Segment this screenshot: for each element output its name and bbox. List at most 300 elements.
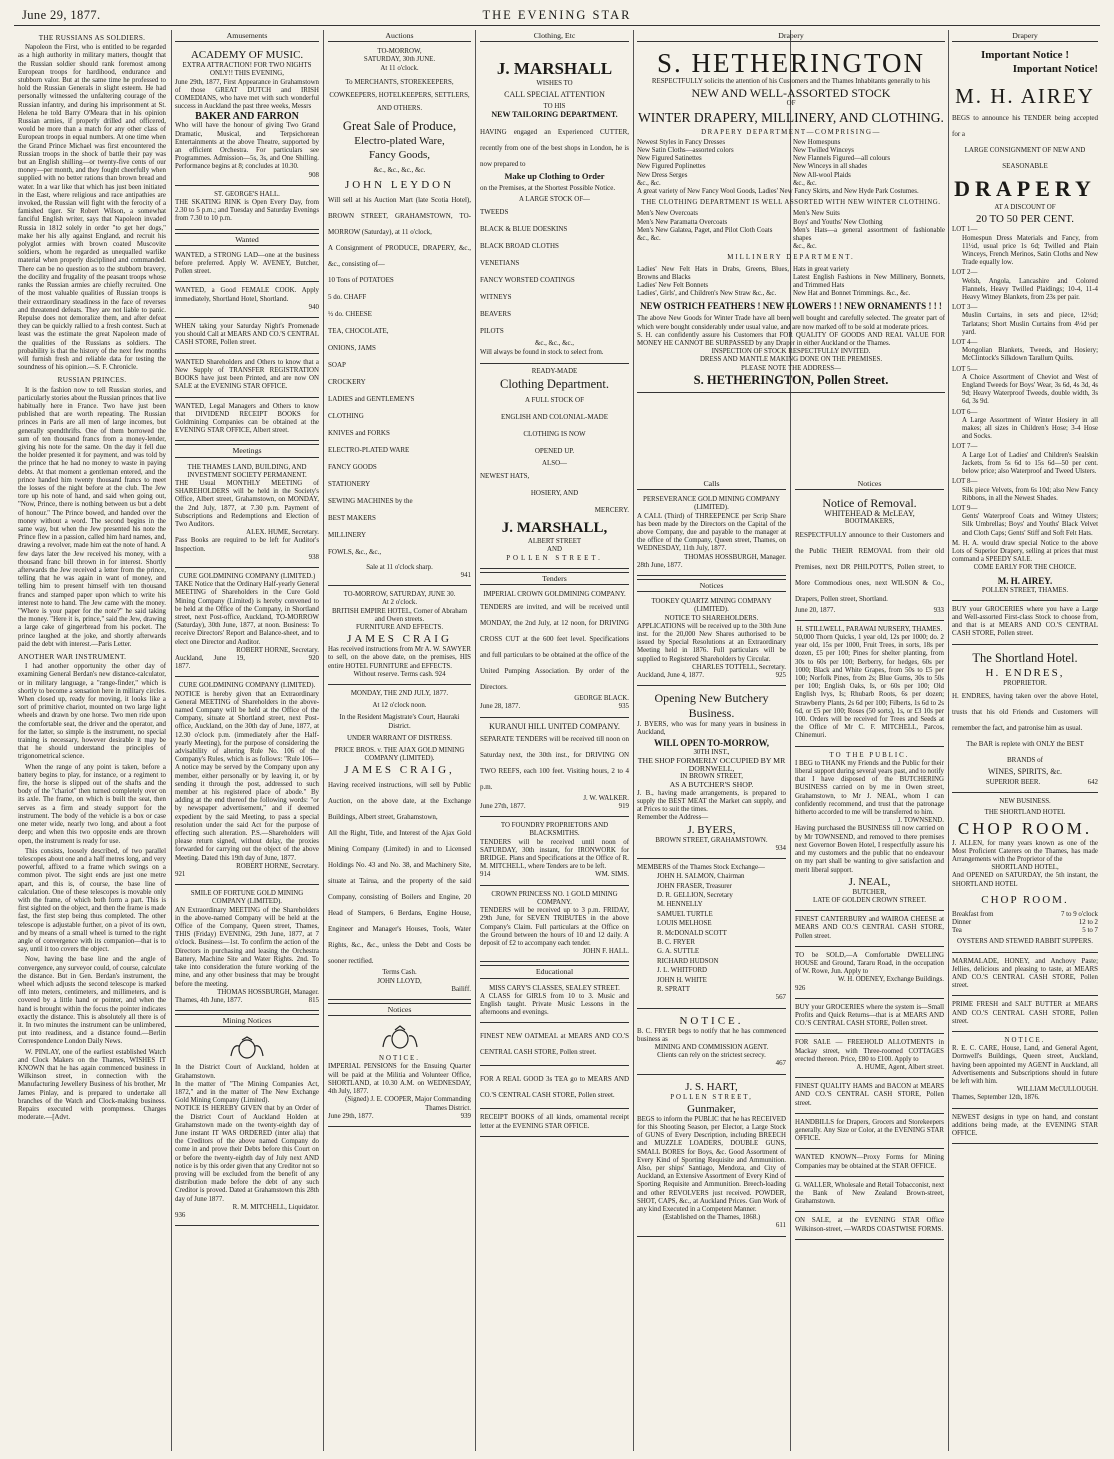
ad-number: 642 bbox=[1087, 778, 1098, 786]
ad-number: 936 bbox=[175, 1211, 186, 1219]
ad-headline: BAKER AND FARRON bbox=[195, 111, 299, 123]
ad-number: 940 bbox=[308, 303, 319, 311]
ad-signature: CHARLES TOTTELL, Secretary. bbox=[692, 663, 786, 671]
ad-line: HOSIERY, AND bbox=[530, 489, 579, 498]
lot-text: Muslin Curtains, in sets and piece, 12½d; Tarlatans; Short Muslin Curtains from 4½d per yard. bbox=[962, 312, 1098, 336]
auction-item: FANCY GOODS bbox=[328, 462, 377, 471]
list-item: Hats in great variety bbox=[793, 265, 850, 273]
meeting-ad bbox=[175, 680, 319, 885]
ad-headline: WINES, SPIRITS, &c. bbox=[988, 766, 1062, 776]
ad-line: NEWEST HATS, bbox=[480, 472, 530, 481]
ad-address: BROWN STREET, GRAHAMSTOWN. bbox=[655, 836, 768, 844]
ad-signature: A. HUME, Agent, Albert street. bbox=[856, 1063, 944, 1071]
ad-venue: In the Resident Magistrate's Court, Hauraki District. bbox=[339, 714, 460, 730]
office-ad bbox=[795, 1215, 944, 1239]
ad-headline: UNDER WARRANT OF DISTRESS. bbox=[346, 734, 453, 742]
ad-line: ALSO— bbox=[542, 460, 567, 468]
stock-item: PILOTS bbox=[480, 327, 504, 336]
ad-signature: ROBERT HORNE, Secretary. bbox=[236, 862, 319, 870]
ad-title: PERSEVERANCE GOLD MINING COMPANY (LIMITED). bbox=[643, 496, 780, 512]
store-ad bbox=[480, 1026, 629, 1066]
ad-body: HAVING engaged an Experienced CUTTER, recently from one of the best shops in London, he is now prepared to bbox=[480, 128, 629, 169]
meal-times bbox=[952, 911, 1098, 936]
ad-address: POLLEN STREET, THAMES. bbox=[981, 586, 1069, 594]
ad-signature: JOHN LLOYD, bbox=[377, 977, 422, 985]
ad-signature: ALEX. HUME, Secretary. bbox=[246, 529, 319, 537]
list-item: Ladies' New Felt Hats in Drabs, Greens, Blues, Browns and Blacks bbox=[637, 265, 789, 281]
ad-headline: Fancy Goods, bbox=[368, 148, 431, 161]
lot-item bbox=[952, 269, 1098, 302]
ad-body: READY-MADE bbox=[531, 367, 578, 375]
ad-body: TO be SOLD,—A Comfortable DWELLING HOUSE and Ground, Tararu Road, in the occupation of W. Rowe, Jun. Apply to bbox=[795, 951, 944, 976]
ad-body: Will sell at his Auction Mart (late Scotia Hotel), BROWN STREET, GRAHAMSTOWN, TO-MORROW (Saturday), at 11 o'clock, bbox=[328, 195, 471, 236]
ad-venue: BRITISH EMPIRE HOTEL, Corner of Abraham and Owen streets. bbox=[331, 607, 468, 623]
ad-body: WHEN taking your Saturday Night's Promenade you should Call at MEARS AND CO.'S CENTRAL CASH STORE, Pollen street. bbox=[175, 323, 319, 347]
section-head-mining: Mining Notices bbox=[175, 1014, 319, 1027]
auction-ad-craig-furniture bbox=[328, 589, 471, 685]
neal-ad bbox=[795, 750, 944, 911]
ad-auctioneer: JAMES CRAIG, bbox=[344, 764, 455, 777]
article-body: I had another opportunity the other day of examining General Berdan's new distance-calculator, or in military language, a "range-finder," which is shortly to become a sensation here in military circles. When closed up, ready for moving, it looks like a sort of primitive chariot, mounted on two large light wheels and drawn by one horse. Two men ride upon the comfortable seat, the driver and the operator, and for the latter, so simple is the instrument, no special training is necessary, however desirable it may be that he should understand the principles of trigonometrical science. bbox=[18, 663, 166, 761]
ad-headline: J. MARSHALL bbox=[496, 59, 613, 79]
store-ad bbox=[480, 1069, 629, 1109]
ad-body: BOOTMAKERS, bbox=[844, 518, 895, 526]
ad-headline: MINING AND COMMISSION AGENT. bbox=[654, 1044, 769, 1051]
ad-body: FOR SALE — FREEHOLD ALLOTMENTS in Mackay street, with Three-roomed COTTAGES erected thereon. Price, £80 to £100. Apply to bbox=[795, 1039, 944, 1063]
ad-signature: WILLIAM McCULLOUGH. bbox=[1016, 1086, 1098, 1094]
ad-body: COME EARLY FOR THE CHOICE. bbox=[973, 564, 1077, 572]
store-ad bbox=[480, 1112, 629, 1136]
auction-item: TEA, CHOCOLATE, bbox=[328, 326, 389, 335]
ad-signature: Bailiff. bbox=[451, 985, 471, 993]
office-ad bbox=[795, 1152, 944, 1176]
ad-date: June 29th, 1877. bbox=[328, 1112, 374, 1120]
stock-item: BEAVERS bbox=[480, 310, 511, 319]
lot-item bbox=[952, 478, 1098, 503]
call-ad bbox=[637, 494, 786, 576]
ad-body: A LARGE STOCK OF— bbox=[519, 196, 590, 204]
column-4 bbox=[480, 30, 629, 1451]
ad-body: Pass Books are required to be left for Auditor's Inspection. bbox=[175, 537, 319, 553]
meal-time: 5 to 7 bbox=[1082, 927, 1098, 935]
ad-body: AN Extraordinary MEETING of the Shareholders in the above-named Company will be held at the Office of the Company, Queen street, Thames, THIS (Friday) EVENING, 29th June, 1877, at 7 o'clock. Business—1st. To confirm the action of the Directors in purchasing and leasing the Orchestra Battery, Machine Site and Water Rights. 2nd. To take into consideration the future working of the mine, and any other business that may be brought before the meeting. bbox=[175, 906, 319, 988]
wanted-ad bbox=[175, 401, 319, 442]
ad-body: THE SHOP FORMERLY OCCUPIED BY MR DORNWELL, bbox=[637, 755, 786, 774]
ad-number: 815 bbox=[308, 996, 319, 1004]
lot-text: Mongolian Blankets, Tweeds, and Hosiery; McClintock's Silkdown Tarallum Quilts. bbox=[962, 347, 1098, 363]
ad-body: H. ENDRES, having taken over the above Hotel, trusts that his old Friends and Customers will remember the fact, and patronise him as usual. bbox=[952, 691, 1098, 732]
ad-terms: Terms Cash. bbox=[382, 969, 417, 977]
ad-headline: FURNITURE AND EFFECTS. bbox=[355, 624, 444, 632]
ad-body: June 29th, 1877, First Appearance in Grahamstown of those GREAT DUTCH and IRISH COMEDIANS, who have met with such wonderful success in Auckland the past three weeks, Messrs bbox=[175, 78, 319, 111]
lot-label: LOT 8— bbox=[952, 478, 978, 486]
ad-headline: Make up Clothing to Order bbox=[504, 171, 605, 182]
ad-body: WANTED KNOWN—Proxy Forms for Mining Companies may be obtained at the STAR OFFICE. bbox=[795, 1154, 944, 1170]
list-item: Ladies' New Felt Bonnets bbox=[637, 282, 709, 290]
list-item: New Homespuns bbox=[793, 138, 841, 146]
lot-item bbox=[952, 304, 1098, 337]
ad-signature: (Signed) J. E. COOPER, Major Commanding Thames District. bbox=[345, 1096, 471, 1112]
clothing-list-right bbox=[793, 210, 945, 251]
auction-item: 10 Tons of POTATOES bbox=[328, 275, 394, 284]
hart-ad bbox=[637, 1078, 786, 1237]
auction-item: STATIONERY bbox=[328, 479, 371, 488]
ad-body: Will always be found in stock to select from. bbox=[480, 348, 604, 356]
lot-label: LOT 2— bbox=[952, 269, 978, 277]
lot-item bbox=[952, 366, 1098, 407]
stock-item: WITNEYS bbox=[480, 293, 512, 302]
section-head-notices: Notices bbox=[328, 1003, 471, 1016]
auction-item: ½ do. CHEESE bbox=[328, 309, 372, 318]
column-rule bbox=[475, 30, 476, 1451]
clothing-lines bbox=[480, 392, 629, 460]
ad-title: MISS CARY'S CLASSES, SEALEY STREET. bbox=[489, 984, 620, 992]
list-item: &c., &c. bbox=[637, 179, 661, 187]
column-rule bbox=[948, 30, 949, 1451]
column-5 bbox=[637, 478, 786, 1451]
ad-body: PRIME FRESH and SALT BUTTER at MEARS AND CO.'S CENTRAL CASH STORE, Pollen street. bbox=[952, 1001, 1098, 1025]
byers-ad bbox=[637, 689, 786, 859]
ad-headline: WILL OPEN TO-MORROW, bbox=[653, 737, 770, 748]
store-ad bbox=[952, 999, 1098, 1032]
ad-headline: Important Notice ! bbox=[981, 49, 1069, 62]
ad-body: S. H. can confidently assure his Customers that FOR QUALITY OF GOODS AND REAL VALUE FOR MONEY HE CANNOT BE SURPASSED by any Draper in either Auckland or the Thames. bbox=[637, 331, 945, 348]
meal-row bbox=[952, 911, 1098, 919]
meeting-ad bbox=[175, 462, 319, 568]
auction-ad-leydon bbox=[328, 46, 471, 586]
auction-item: ONIONS, JAMS bbox=[328, 343, 376, 352]
section-head-drapery: Drapery bbox=[637, 30, 945, 42]
ad-terms: Without reserve. Terms cash. 924 bbox=[353, 670, 446, 678]
ad-body: LATE OF GOLDEN CROWN STREET. bbox=[813, 896, 926, 904]
column-5b bbox=[795, 478, 944, 1451]
article-body: Napoleon the First, who is entitled to be regarded as a high authority in military matters, thought that the Russian soldier should rank foremost among European troops for hardihood, endurance and stubborn valor. But at the same time he professed to hold the Russian Generals in slight esteem. He had personally witnessed the unfaltering courage of the Russian infantry, and during his imprisonment at St. Helena he told Barry O'Meara that in his opinion Russian armies, if properly drilled and officered, would be more than a match for any other class of European troops in equal numbers. At one time when the Grand Prince Michael was first encountered the Russian troops in the shock of battle their pay was but an English shilling—or twenty-five cents of our money—per month, and they fought cheerfully when supplied with no better rations than brown bread and water. In a war like that which has just been initiated in the East, where religious and race antipathies are invoked, the Russian will fight with the ferocity of a famished tiger. Sir Robert Wilson, a somewhat fanciful English writer, says that Napoleon invaded Russia in 1812 solely in order "to get her dogs," make her his ally against England, and recruit his polyglot armies with brown coated Muscovite soldiers, whom he regarded as unequalled warlike material when properly disciplined and commanded. There can be no question as to the stubborn bravery, the docility and frugality of the peasant troops whose ranks the Russian armies are chiefly recruited. One of the most valuable qualities of Russian troops is their extraordinary steadiness in the face of reverses and threatened defeats. They are not liable to panic. Repulse does not demoralize them, and after defeat they can be quickly rallied to a fresh contest. Such at least was the estimate the great Napoleon made of the qualities of the Russians as soldiers. The probability is that the history of the next few months will furnish fresh and reliable data for testing the soundness of his opinion.—S. F. Chronicle. bbox=[18, 44, 166, 372]
ad-body: PROPRIETOR. bbox=[1003, 679, 1047, 687]
ad-signature: R. M. MITCHELL, Liquidator. bbox=[232, 1203, 319, 1211]
dept-title: THE CLOTHING DEPARTMENT IS WELL ASSORTED WITH NEW WINTER CLOTHING. bbox=[641, 199, 941, 207]
lot-label: LOT 7— bbox=[952, 443, 978, 451]
article-body: When the range of any point is taken, before a battery begins to play, for instance, or a regiment to fire, the horse is slipped out of the shafts and the body of the "chariot" then turned completely over on its axle. The frame, on which is built the seat, then serves as a firm and steady support for the instrument. The body of the vehicle is a box or case one meter wide, nearly two long, and about a foot deep; and when this two opposite ends are thrown open, the instrument is ready for use. bbox=[18, 763, 166, 845]
ad-headline: Great Sale of Produce, bbox=[342, 118, 457, 133]
ad-body: A CALL (Third) of THREEPENCE per Scrip Share has been made by the Directors on the Capital of the above Company, due and payable to the manager at the office of the Company, Queen street, Thames, on WEDNESDAY, 11th July, 1877. bbox=[637, 512, 786, 553]
ad-number: 934 bbox=[775, 844, 786, 852]
ad-body: A CLASS for GIRLS from 10 to 3. Music and English taught. Private Music Lessons in the afternoons and evenings. bbox=[480, 992, 629, 1017]
ad-body: TENDERS will be received until noon of SATURDAY, 30th instant, for IRONWORK for BRIDGE. Plans and Specifications at the Office of R. M. MITCHELL, where Tenders are to be left. bbox=[480, 838, 629, 871]
lot-label: LOT 5— bbox=[952, 365, 978, 373]
ad-body: J. BYERS, who was for many years in business in Auckland, bbox=[637, 721, 786, 737]
stock-item: BLACK BROAD CLOTHS bbox=[480, 242, 559, 251]
ad-body: R. E. C. CARE, House, Land, and General Agent, Dornwell's Buildings, Queen street, Auckland, having been appointed my AGENT in Auckland, all Advertisements and Subscriptions should in future be left with him. bbox=[952, 1045, 1098, 1086]
ad-body: NOTICE IS HEREBY GIVEN that by an Order of the District Court of Auckland Holden at Grahamstown made on the twenty-eighth day of June instant IT WAS ORDERED (inter alia) that the Creditors of the above named Company do come in and prove their Debts before this Court on or before the twenty-eighth day of July next AND notice is by this order given that any Creditor not so proving will be excluded from the benefit of any distribution made before the debt of any such Creditor is proved. Dated at Grahamstown this 28th day of June 1877. bbox=[175, 1105, 319, 1203]
member-name: G. A. SUTTLE bbox=[657, 948, 700, 956]
section-head-calls: Calls bbox=[637, 478, 786, 490]
ad-headline: H. ENDRES, bbox=[985, 666, 1065, 679]
ad-line: ENGLISH AND COLONIAL-MADE bbox=[501, 413, 608, 422]
airey-ad bbox=[952, 46, 1098, 601]
agent-notice bbox=[952, 1035, 1098, 1109]
tender-ad bbox=[480, 589, 629, 718]
ad-number: 567 bbox=[775, 994, 786, 1002]
ad-headline: M. H. AIREY. bbox=[997, 575, 1053, 586]
chop-room-ad bbox=[952, 796, 1098, 952]
lot-text: A Choice Assortment of Cheviot and West of England Tweeds for Boys' Wear, 3s 6d, 4s 3d, 4s 9d; Heavy Waterproof Tweeds, double width, 3s 6d, 3s 9d. bbox=[962, 373, 1098, 406]
ad-headline: WHITEHEAD & McLEAY, bbox=[824, 509, 915, 519]
meal-name: Tea bbox=[952, 927, 962, 935]
drapery-list-left bbox=[637, 139, 789, 188]
clothing-list-left bbox=[637, 210, 789, 251]
ad-sub: EXTRA ATTRACTION! FOR TWO NIGHTS ONLY!! THIS EVENING, bbox=[182, 62, 312, 78]
auction-item: SEWING MACHINES by the bbox=[328, 496, 413, 505]
list-item: New Figured Poplinettes bbox=[637, 163, 706, 171]
ad-headline: 20 TO 50 PER CENT. bbox=[975, 213, 1075, 226]
ad-body: Remember the Address— bbox=[637, 814, 709, 822]
list-item: Men's New Overcoats bbox=[637, 210, 698, 218]
list-item: Men's New Suits bbox=[793, 210, 840, 218]
store-ad bbox=[795, 1002, 944, 1035]
lot-label: LOT 9— bbox=[952, 504, 978, 512]
ad-date: 28th June, 1877. bbox=[637, 561, 683, 569]
list-item: Latest English Fashions in New Millinery, Bonnets, and Trimmed Hats bbox=[793, 273, 945, 290]
lot-label: LOT 1— bbox=[952, 226, 978, 234]
ad-time: At 11 o'clock. bbox=[380, 64, 419, 72]
article-body: This consists, loosely described, of two parallel telescopes about one and a half metres long, and very powerful, affixed to a frame which swings on a common pivot. The sight ends are just one metre apart, and this is, of course, the base line of calculation. One of these telescopes is movable only with the frame, of which both form a part. This is first sighted on the object, and then the frame is made fast, the first step being thus completed. The other telescope is adjustable further, on a pivot of its own, and by means of a small wheel is turned to the right angle of convergence with its companion—that is to say, until it too covers the object. bbox=[18, 847, 166, 954]
list-item: &c., &c. bbox=[793, 179, 817, 187]
auction-item: CLOTHING bbox=[328, 411, 364, 420]
list-item: Men's New Galatea, Paget, and Pilot Cloth Coats bbox=[637, 226, 773, 234]
ad-body: FINEST CANTERBURY and WAIROA CHEESE at MEARS AND CO.'S CENTRAL CASH STORE, Pollen street. bbox=[795, 916, 944, 940]
george-ad bbox=[175, 189, 319, 230]
ad-headline: Notice of Removal. bbox=[822, 496, 917, 511]
list-item: Newest Styles in Fancy Dresses bbox=[637, 138, 726, 146]
column-rule bbox=[633, 30, 634, 1451]
ad-body: FOR A REAL GOOD 3s TEA go to MEARS AND CO.'S CENTRAL CASH STORE, Pollen street. bbox=[480, 1075, 629, 1100]
millinery-list-right bbox=[793, 266, 945, 299]
ad-title: KURANUI HILL UNITED COMPANY. bbox=[489, 721, 620, 731]
ad-body: NOTICE is hereby given that an Extraordinary General MEETING of Shareholders in the above-named Company will be held at the Office of the Company, situate at Shortland street, next Post-office, Auckland, on the 30th day of June, 1877, at 12.30 o'clock p.m. (immediately after the Half-yearly Meeting), for the purpose of considering the advisability of altering Rule No. 106 of the Company's Rules, which is as follows: "Rule 106—A notice may be served by the Company upon any member, either personally or by leaving it, or by sending it through the post, addressed to such member at his registered place of abode." By adding at the end thereof the following words: "or by newspaper advertisement," and if deemed expedient by the said Meeting, to pass a special resolution under the said Act for the purpose of effecting such alteration. P.S.—Shareholders will please return signed, without delay, the proxies forwarded for carrying out the object of the above Meeting. Dated this 19th day of June, 1877. bbox=[175, 690, 319, 862]
ad-body: J. ALLEN, for many years known as one of the Most Proficient Caterers on the Thames, has made Arrangements with the Proprietor of the bbox=[952, 839, 1098, 863]
auction-item: FOWLS, &c., &c., bbox=[328, 547, 382, 556]
ad-signature: J. W. WALKER. bbox=[583, 794, 629, 802]
fryer-ad bbox=[637, 1012, 786, 1075]
ad-body: WANTED, a Good FEMALE COOK. Apply immediately, Shortland Hotel, Shortland. bbox=[175, 287, 319, 303]
ad-date: June 20, 1877. bbox=[795, 606, 836, 614]
auction-item: LADIES and GENTLEMEN'S bbox=[328, 394, 415, 403]
ad-title: In the District Court of Auckland, holden at Grahamstown. bbox=[175, 1064, 319, 1080]
ad-number: 611 bbox=[775, 1222, 786, 1230]
ad-body: APPLICATIONS will be received up to the 30th June inst. for the 20,000 New Shares authorised to be issued by Special Resolutions at an Extraordinary Meeting held in 1876. Full particulars will be supplied to Registered Shareholders by Circular. bbox=[637, 622, 786, 663]
ad-address: POLLEN STREET, bbox=[670, 1093, 753, 1101]
ad-number: 926 bbox=[795, 984, 806, 992]
page-header bbox=[14, 5, 1100, 26]
member-name: SAMUEL TURTLE bbox=[657, 910, 713, 918]
ad-body: All the Right, Title, and Interest of the Ajax Gold Mining Company (Limited) in and to Licensed Holdings No. 43 and No. 38, and Machinery Site, situate at Tairua, and the property of the said Company, consisting of Boilers and Engine, 20 Head of Stampers, 6 Berdans, Engine House, Engineer and Manager's Houses, Tools, Water Rights, &c., &c., unless the Debt and Costs be sooner rectified. bbox=[328, 829, 471, 966]
ad-title: NEW BUSINESS. bbox=[999, 798, 1051, 806]
article-title: ANOTHER WAR INSTRUMENT. bbox=[18, 653, 127, 662]
ad-title: CROWN PRINCESS NO. 1 GOLD MINING COMPANY. bbox=[491, 890, 618, 906]
ad-signature: W. H. ODENEY, Exchange Buildings. bbox=[837, 976, 944, 984]
waller-ad bbox=[795, 1180, 944, 1213]
column-6 bbox=[952, 30, 1098, 1451]
ad-address: ALBERT STREET bbox=[527, 538, 582, 546]
store-ad bbox=[795, 914, 944, 947]
ad-body: AT A DISCOUNT OF bbox=[994, 204, 1056, 212]
ad-body: RESPECTFULLY announce to their Customers and the Public THEIR REMOVAL from their old Premises, next DR PHILPOTT'S, Pollen street, to More Commodious ones, next WILSON & Co., Drapers, Pollen street, Shortland. bbox=[795, 530, 944, 603]
ad-body: IMPERIAL PENSIONS for the Ensuing Quarter will be paid at the Militia and Volunteer Office, SHORTLAND, at 10.30 A.M. on WEDNESDAY, 4th July, 1877. bbox=[328, 1063, 471, 1096]
article-body: It is the fashion now to tell Russian stories, and particularly stories about the Russian princes that live habitually here in France. Two have just been published that are worth repeating. The Russian princes in Paris are all men of large incomes, but generally spendthrifts. One of them borrowed the sum of ten thousand francs from a money-lender, giving his note for the same. On the day it fell due the holder presented it for payment, and was told by the prince that he had no money to waste in paying debts. At that moment a gentleman entered, and the prince handed him twenty thousand francs to meet the losses of the night before at the club. The Jew tore up his note of hand, and said when going out, "Now, Prince, there is nothing between us but a debt of honour." The Prince bowed, and handed over the money without a word. The second begins in the same way, but when the Jew presented his note the Prince flew in a passion, called him hard names, and, drawing a revolver, made him eat the note of hand. A few days later the Jew received his money, with a thousand franc bill thrown in for interest. Shortly afterwards the Jew received a letter from the prince, telling that he was again in want of money, and telling him to present himself with ten thousand francs and stamped paper upon which to write his interest note to hand. The Jew came with the money. "Where is your paper for the note?" he said taking the money. "Here it is, prince," said the Jew, drawing a large cake of gingerbread from his pocket. The prince laughed at the joke, and shortly afterwards paid the debt with interest.—Paris Letter. bbox=[18, 386, 166, 648]
ad-title: NOTICE. bbox=[1004, 1037, 1046, 1045]
ad-headline: Gunmaker, bbox=[687, 1102, 736, 1115]
ad-subtitle: NOTICE TO SHAREHOLDERS. bbox=[664, 614, 759, 622]
list-item: New Satin Cloths—assorted colors bbox=[637, 147, 734, 155]
ad-title: TO THE PUBLIC. bbox=[829, 751, 910, 759]
marshall-ad bbox=[480, 46, 629, 569]
ad-number: 935 bbox=[618, 703, 629, 711]
auction-item: CROCKERY bbox=[328, 377, 366, 386]
stock-exchange-ad bbox=[637, 862, 786, 1009]
ad-title: NOTICE. bbox=[379, 1055, 420, 1063]
ad-signature: ROBERT HORNE, Secretary. bbox=[236, 646, 319, 654]
meeting-ad bbox=[175, 888, 319, 1011]
ad-body: DRESS AND MANTLE MAKING DONE ON THE PREMISES. bbox=[699, 356, 883, 364]
ad-body: A Consignment of PRODUCE, DRAPERY, &c., &c., consisting of— bbox=[328, 243, 471, 268]
ad-body: Clients can rely on the strictest secrecy. bbox=[657, 1052, 766, 1060]
section-head-amusements: Amusements bbox=[175, 30, 319, 42]
list-item: New Hat and Bonnet Trimmings. &c., &c. bbox=[793, 290, 911, 298]
lot-text: Welsh, Angola, Lancashire and Colored Flannels, Heavy Twilled Plaidings; 10-4, 11-4 Heavy Witney Blankets, from 23s per pair. bbox=[962, 277, 1098, 302]
ad-body: BUY your GROCERIES where you have a Large and Well-assorted First-class Stock to choose from, and that is at MEARS AND CO.'S CENTRAL CASH STORE, Pollen street. bbox=[952, 605, 1098, 638]
auction-ad-craig-ajax bbox=[328, 688, 471, 1000]
ad-date: TO-MORROW, SATURDAY, JUNE 30. bbox=[343, 591, 456, 599]
ad-date: SATURDAY, 30th JUNE. bbox=[363, 56, 436, 64]
ad-body: G. WALLER, Wholesale and Retail Tobacconist, next the Bank of New Zealand Brown-street, Grahamstown. bbox=[795, 1181, 944, 1206]
lot-text: Gents' Waterproof Coats and Witney Ulsters; Silk Umbrellas; Boys' and Youths' Black Velvet and Cloth Caps; Gents' Stiff and Soft Felt Hats. bbox=[962, 513, 1098, 537]
ad-body: TENDERS are invited, and will be received until MONDAY, the 2nd July, at 12 noon, for DRIVING CROSS CUT at the 600 feet level. Specifications and full particulars to be obtained at the office of the United Pumping Association. By order of the Directors. bbox=[480, 603, 629, 692]
ad-body: MEMBERS of the Thames Stock Exchange— bbox=[637, 863, 765, 871]
ad-headline: Important Notice! bbox=[1012, 63, 1098, 76]
ad-body: THE SHORTLAND HOTEL bbox=[984, 809, 1066, 817]
ad-signature: THOMAS HOSSBURGH, Manager. bbox=[684, 553, 786, 561]
ad-audience: To MERCHANTS, STOREKEEPERS, COWKEEPERS, HOTELKEEPERS, SETTLERS, AND OTHERS. bbox=[329, 78, 470, 112]
ad-body: WANTED Shareholders and Others to know that a New Supply of TRANSFER REGISTRATION BOOKS have just been Printed, and are now ON SALE at the EVENING STAR OFFICE. bbox=[175, 358, 319, 391]
ad-body: INSPECTION OF STOCK RESPECTFULLY INVITED. bbox=[711, 348, 871, 356]
member-name: D. R. GELLION, Secretary bbox=[657, 891, 733, 899]
ad-date: MONDAY, THE 2ND JULY, 1877. bbox=[350, 690, 449, 698]
section-head-drapery: Drapery bbox=[952, 30, 1098, 42]
ad-body: AS A BUTCHER'S SHOP. bbox=[669, 780, 754, 790]
section-head-notices: Notices bbox=[795, 478, 944, 490]
ad-time: At 12 o'clock noon. bbox=[372, 702, 427, 710]
ad-signature: WM. SIMS. bbox=[595, 871, 629, 879]
ad-headline: DRAPERY bbox=[954, 176, 1096, 202]
ad-headline: Opening New Butchery Business. bbox=[654, 691, 769, 721]
article-title: RUSSIAN PRINCES. bbox=[57, 376, 127, 385]
ad-date: Thames, September 12th, 1876. bbox=[952, 1094, 1040, 1102]
auction-item: BEST MAKERS bbox=[328, 513, 376, 522]
ad-headline: S. HETHERINGTON bbox=[657, 48, 925, 79]
academy-ad bbox=[175, 46, 319, 186]
pensions-notice bbox=[328, 1020, 471, 1127]
article-body: W. PINLAY, one of the earliest established Watch and Clock Makers on the Thames, WISHES IT KNOWN that he has again commenced business in Wilkinson street, in connection with the Manufacturing Jewellery Business of his brother, Mr James Pinlay, and is prepared to undertake all branches of the Watch and Clock-making business. Repairs executed with promptness. Charges moderate.—[Advt. bbox=[18, 1048, 166, 1122]
ad-body: IN BROWN STREET, bbox=[680, 773, 743, 781]
ad-title: ACADEMY OF MUSIC. bbox=[190, 49, 304, 62]
member-name: RICHARD HUDSON bbox=[657, 957, 719, 965]
ad-signature: J. TOWNSEND. bbox=[897, 817, 944, 825]
ad-title: THE THAMES LAND, BUILDING, AND INVESTMENT SOCIETY PERMANENT. bbox=[187, 463, 307, 479]
tookey-ad bbox=[637, 596, 786, 686]
section-head-notices: Notices bbox=[637, 579, 786, 592]
ad-headline: J. MARSHALL, bbox=[501, 520, 608, 537]
ad-body: SEPARATE TENDERS will be received till noon on Saturday next, the 30th inst., for DRIVING ON TWO REEFS, each 100 feet. Visiting hours, 2 to 4 p.m. bbox=[480, 734, 629, 791]
shortland-hotel-ad bbox=[952, 648, 1098, 794]
ad-headline: J. S. HART, bbox=[685, 1080, 738, 1093]
ad-headline: NEW AND WELL-ASSORTED STOCK bbox=[691, 86, 891, 101]
list-item: New Flannels Figured—all colours bbox=[793, 155, 891, 163]
ad-body: HANDBILLS for Drapers, Grocers and Storekeepers generally. Any Size or Color, at the EVENING STAR OFFICE. bbox=[795, 1118, 944, 1143]
dept-title: MILLINERY DEPARTMENT. bbox=[727, 254, 855, 262]
meal-time: 7 to 9 o'clock bbox=[1060, 910, 1098, 918]
ad-title: H. STILLWELL, PARAWAI NURSERY, THAMES. bbox=[796, 625, 943, 633]
members-list bbox=[637, 872, 786, 994]
ad-body: B. C. FRYER begs to notify that he has commenced business as bbox=[637, 1027, 786, 1043]
ad-date: Thames, 4th June, 1877. bbox=[175, 996, 243, 1004]
ad-etc: &c., &c., &c., bbox=[534, 340, 575, 348]
wanted-ad bbox=[175, 357, 319, 398]
ad-address: S. HETHERINGTON, Pollen Street. bbox=[693, 372, 889, 387]
member-name: J. L. WHITFORD bbox=[657, 967, 708, 975]
royal-crest-icon bbox=[227, 1036, 267, 1060]
issue-date: June 29, 1877. bbox=[22, 8, 101, 22]
auction-item: KNIVES and FORKS bbox=[328, 428, 390, 437]
ad-title: IMPERIAL CROWN GOLDMINING COMPANY. bbox=[483, 591, 626, 599]
ad-headline: Clothing Department. bbox=[499, 377, 609, 392]
ad-signature: JOHN F. HALL. bbox=[582, 948, 629, 956]
ad-body: BEGS to inform the PUBLIC that he has RECEIVED for this Shooting Season, per Elector, a Large Stock of GUNS of Every Description, including BREECH and MUZZLE LOADERS, DOUBLE GUNS, SMALL BORES for Boys, &c. Good Assortment of Every Kind of Sporting Requisite and Ammunition. Also, per ships' Santiago, Mendoza, and City of Auckland, an Extensive Assortment of Every Kind of Sporting Requisite and Ammunition. Breech-loading and other REVOLVERS just received. POWDER, SHOT, CAPS, &c., at Auckland Prices. Gun Work of any kind Executed in a Competent Manner. bbox=[637, 1115, 786, 1214]
ad-body: ON SALE, at the EVENING STAR Office Wilkinson-street, —WARDS COASTWISE FORMS. bbox=[795, 1217, 944, 1233]
ad-headline: CHOP ROOM. bbox=[981, 893, 1069, 906]
ad-body: MARMALADE, HONEY, and Anchovy Paste; Jellies, delicious and pleasing to taste, at MEARS AND CO.'S CENTRAL CASH STORE, Pollen street. bbox=[952, 957, 1098, 990]
court-notice bbox=[175, 1031, 319, 1226]
lot-label: LOT 6— bbox=[952, 408, 978, 416]
ad-line: OPENED UP. bbox=[534, 447, 575, 456]
lot-text: Homespun Dress Materials and Fancy, from 11½d, usual price 1s 6d; Twilled and Plain Winceys, French Merinos, Satin Cloths and New Trade equally low. bbox=[962, 234, 1098, 267]
ad-headline: J. NEAL, bbox=[848, 875, 891, 888]
list-item: New All-wool Plaids bbox=[793, 171, 851, 179]
ad-body: Having received instructions, will sell by Public Auction, on the above date, at the Exchange Buildings, Albert street, Grahamstown, bbox=[328, 781, 471, 822]
ad-body: TAKE Notice that the Ordinary Half-yearly General MEETING of Shareholders in the Cure Gold Mining Company (Limited) is hereby convened to be held at the Office of the Company, in Shortland street, next Post-office, Auckland, TO-MORROW (Saturday), 30th June, 1877, at noon. Business: To receive Directors' Report and Balance-sheet, and to elect one Director and Auditor. bbox=[175, 581, 319, 646]
member-name: JOHN H. WHITE bbox=[657, 976, 707, 984]
lots-list bbox=[952, 226, 1098, 537]
list-item: Ladies', Girls', and Children's New Straw &c., &c. bbox=[637, 290, 777, 298]
ad-body: Sale at 11 o'clock sharp. bbox=[366, 563, 433, 571]
ad-body: FINEST QUALITY HAMS and BACON at MEARS AND CO.'S CENTRAL CASH STORE, Pollen street. bbox=[795, 1083, 944, 1107]
ad-body: WISHES TO bbox=[536, 80, 573, 88]
ad-headline: The Shortland Hotel. bbox=[972, 650, 1078, 665]
ad-number: 921 bbox=[175, 871, 186, 879]
ad-number: 941 bbox=[460, 572, 471, 580]
ad-number: 919 bbox=[618, 803, 629, 811]
ad-time: At 2 o'clock. bbox=[381, 599, 418, 607]
stock-item: BLACK & BLUE DOESKINS bbox=[480, 225, 568, 234]
auction-item: ELECTRO-PLATED WARE bbox=[328, 445, 410, 454]
ad-body: TENDERS will be received up to 3 p.m. FRIDAY, 29th June, for SEVEN TRIBUTES in the above Company's Claim. Full particulars at the Office on the Ground between the hours of 10 and 12 daily. A deposit of £2 to accompany each tender. bbox=[480, 907, 629, 947]
ad-body: In the matter of "The Mining Companies Act, 1872," and in the matter of The New Exchange Gold Mining Company (Limited). bbox=[175, 1080, 319, 1105]
ad-body: OF bbox=[786, 100, 796, 108]
ad-title: TO FOUNDRY PROPRIETORS AND BLACKSMITHS. bbox=[500, 822, 609, 838]
list-item: New Figured Satinettes bbox=[637, 155, 702, 163]
office-ad bbox=[952, 1112, 1098, 1145]
lot-text: A Large Assortment of Winter Hosiery in all makes; all sizes in Children's Hose; 3-4 Hose and Socks. bbox=[962, 416, 1098, 441]
ad-body: RECEIPT BOOKS of all kinds, ornamental receipt letter at the EVENING STAR OFFICE. bbox=[480, 1114, 629, 1130]
